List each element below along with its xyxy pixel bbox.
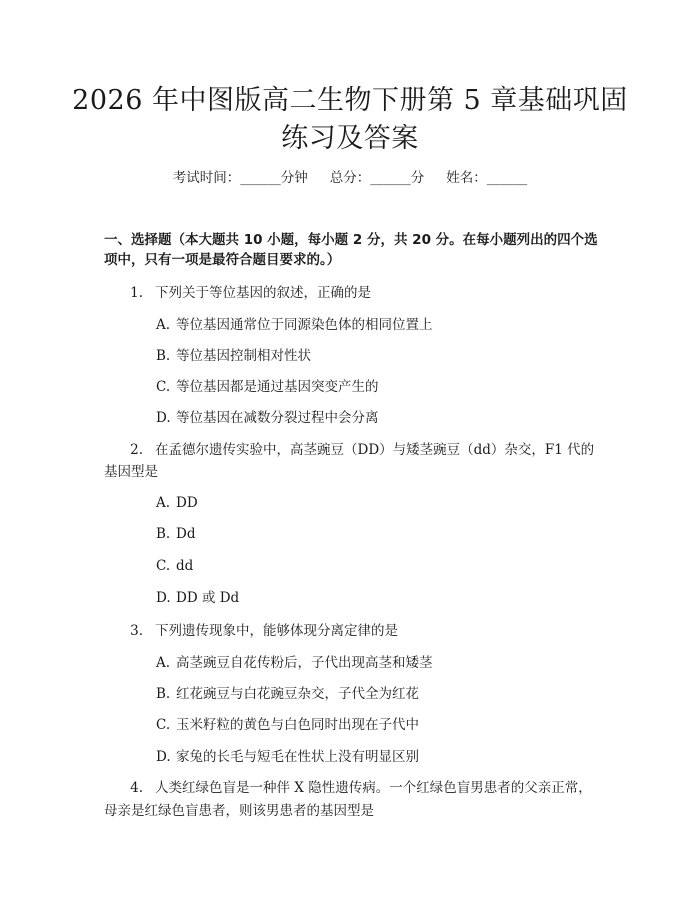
question-3-stem: [115, 621, 398, 641]
option-letter: D.: [156, 590, 171, 606]
question-4-stem-continued: 母亲是红绿色盲患者，则该男患者的基因型是: [104, 803, 374, 819]
section-heading-line-1: 一、选择题（本大题共 10 小题，每小题 2 分，共 20 分。在每小题列出的四个选: [104, 232, 598, 248]
option-letter: C.: [156, 379, 171, 395]
question-3-option-d: [156, 747, 419, 767]
option-text: 等位基因在减数分裂过程中会分离: [176, 410, 379, 426]
option-text: 玉米籽粒的黄色与白色同时出现在子代中: [176, 717, 419, 733]
option-text: Dd: [176, 526, 196, 542]
option-letter: A.: [156, 655, 171, 671]
question-number: 3.: [130, 623, 143, 639]
option-text: 高茎豌豆自花传粉后，子代出现高茎和矮茎: [176, 655, 433, 671]
question-1-option-b: [156, 346, 311, 366]
question-text: 下列遗传现象中，能够体现分离定律的是: [155, 623, 398, 639]
option-letter: B.: [156, 686, 171, 702]
question-text: 人类红绿色盲是一种伴 X 隐性遗传病。一个红绿色盲男患者的父亲正常，: [155, 780, 592, 796]
option-text: 等位基因都是通过基因突变产生的: [176, 379, 379, 395]
option-text: dd: [176, 558, 194, 574]
student-name-field: 姓名：______: [446, 170, 528, 186]
question-number: 2.: [130, 442, 143, 458]
exam-time-field: 考试时间：______分钟: [172, 170, 308, 186]
question-number: 4.: [130, 780, 143, 796]
exam-title-line-2: 练习及答案: [281, 123, 419, 154]
option-text: DD 或 Dd: [176, 590, 240, 606]
question-1-option-a: [156, 315, 433, 335]
question-2-option-d: [156, 588, 239, 608]
question-4-stem: [115, 778, 592, 798]
question-text: 在孟德尔遗传实验中，高茎豌豆（DD）与矮茎豌豆（dd）杂交，F1 代的: [155, 442, 595, 458]
option-letter: B.: [156, 526, 171, 542]
option-text: 等位基因通常位于同源染色体的相同位置上: [176, 317, 433, 333]
option-letter: A.: [156, 495, 171, 511]
option-text: 家兔的长毛与短毛在性状上没有明显区别: [176, 749, 419, 765]
question-1-stem: [115, 283, 371, 303]
option-letter: B.: [156, 348, 171, 364]
question-2-option-a: [156, 493, 198, 513]
option-text: 红花豌豆与白花豌豆杂交，子代全为红花: [176, 686, 419, 702]
question-1-option-c: [156, 377, 379, 397]
option-text: DD: [176, 495, 198, 511]
question-3-option-b: [156, 684, 419, 704]
option-letter: C.: [156, 558, 171, 574]
question-2-stem: [115, 440, 594, 460]
section-heading-line-2: 项中，只有一项是最符合题目要求的。）: [104, 252, 341, 268]
question-2-option-c: [156, 556, 193, 576]
exam-meta: [0, 168, 700, 188]
option-text: 等位基因控制相对性状: [176, 348, 311, 364]
option-letter: D.: [156, 410, 171, 426]
question-3-option-a: [156, 653, 433, 673]
question-3-option-c: [156, 715, 419, 735]
option-letter: D.: [156, 749, 171, 765]
question-2-option-b: [156, 524, 195, 544]
exam-title-line-1: 2026 年中图版高二生物下册第 5 章基础巩固: [72, 85, 628, 116]
question-2-stem-continued: 基因型是: [104, 464, 158, 480]
question-number: 1.: [130, 285, 143, 301]
question-text: 下列关于等位基因的叙述，正确的是: [155, 285, 371, 301]
question-1-option-d: [156, 408, 379, 428]
total-score-field: 总分：______分: [329, 170, 425, 186]
option-letter: A.: [156, 317, 171, 333]
option-letter: C.: [156, 717, 171, 733]
